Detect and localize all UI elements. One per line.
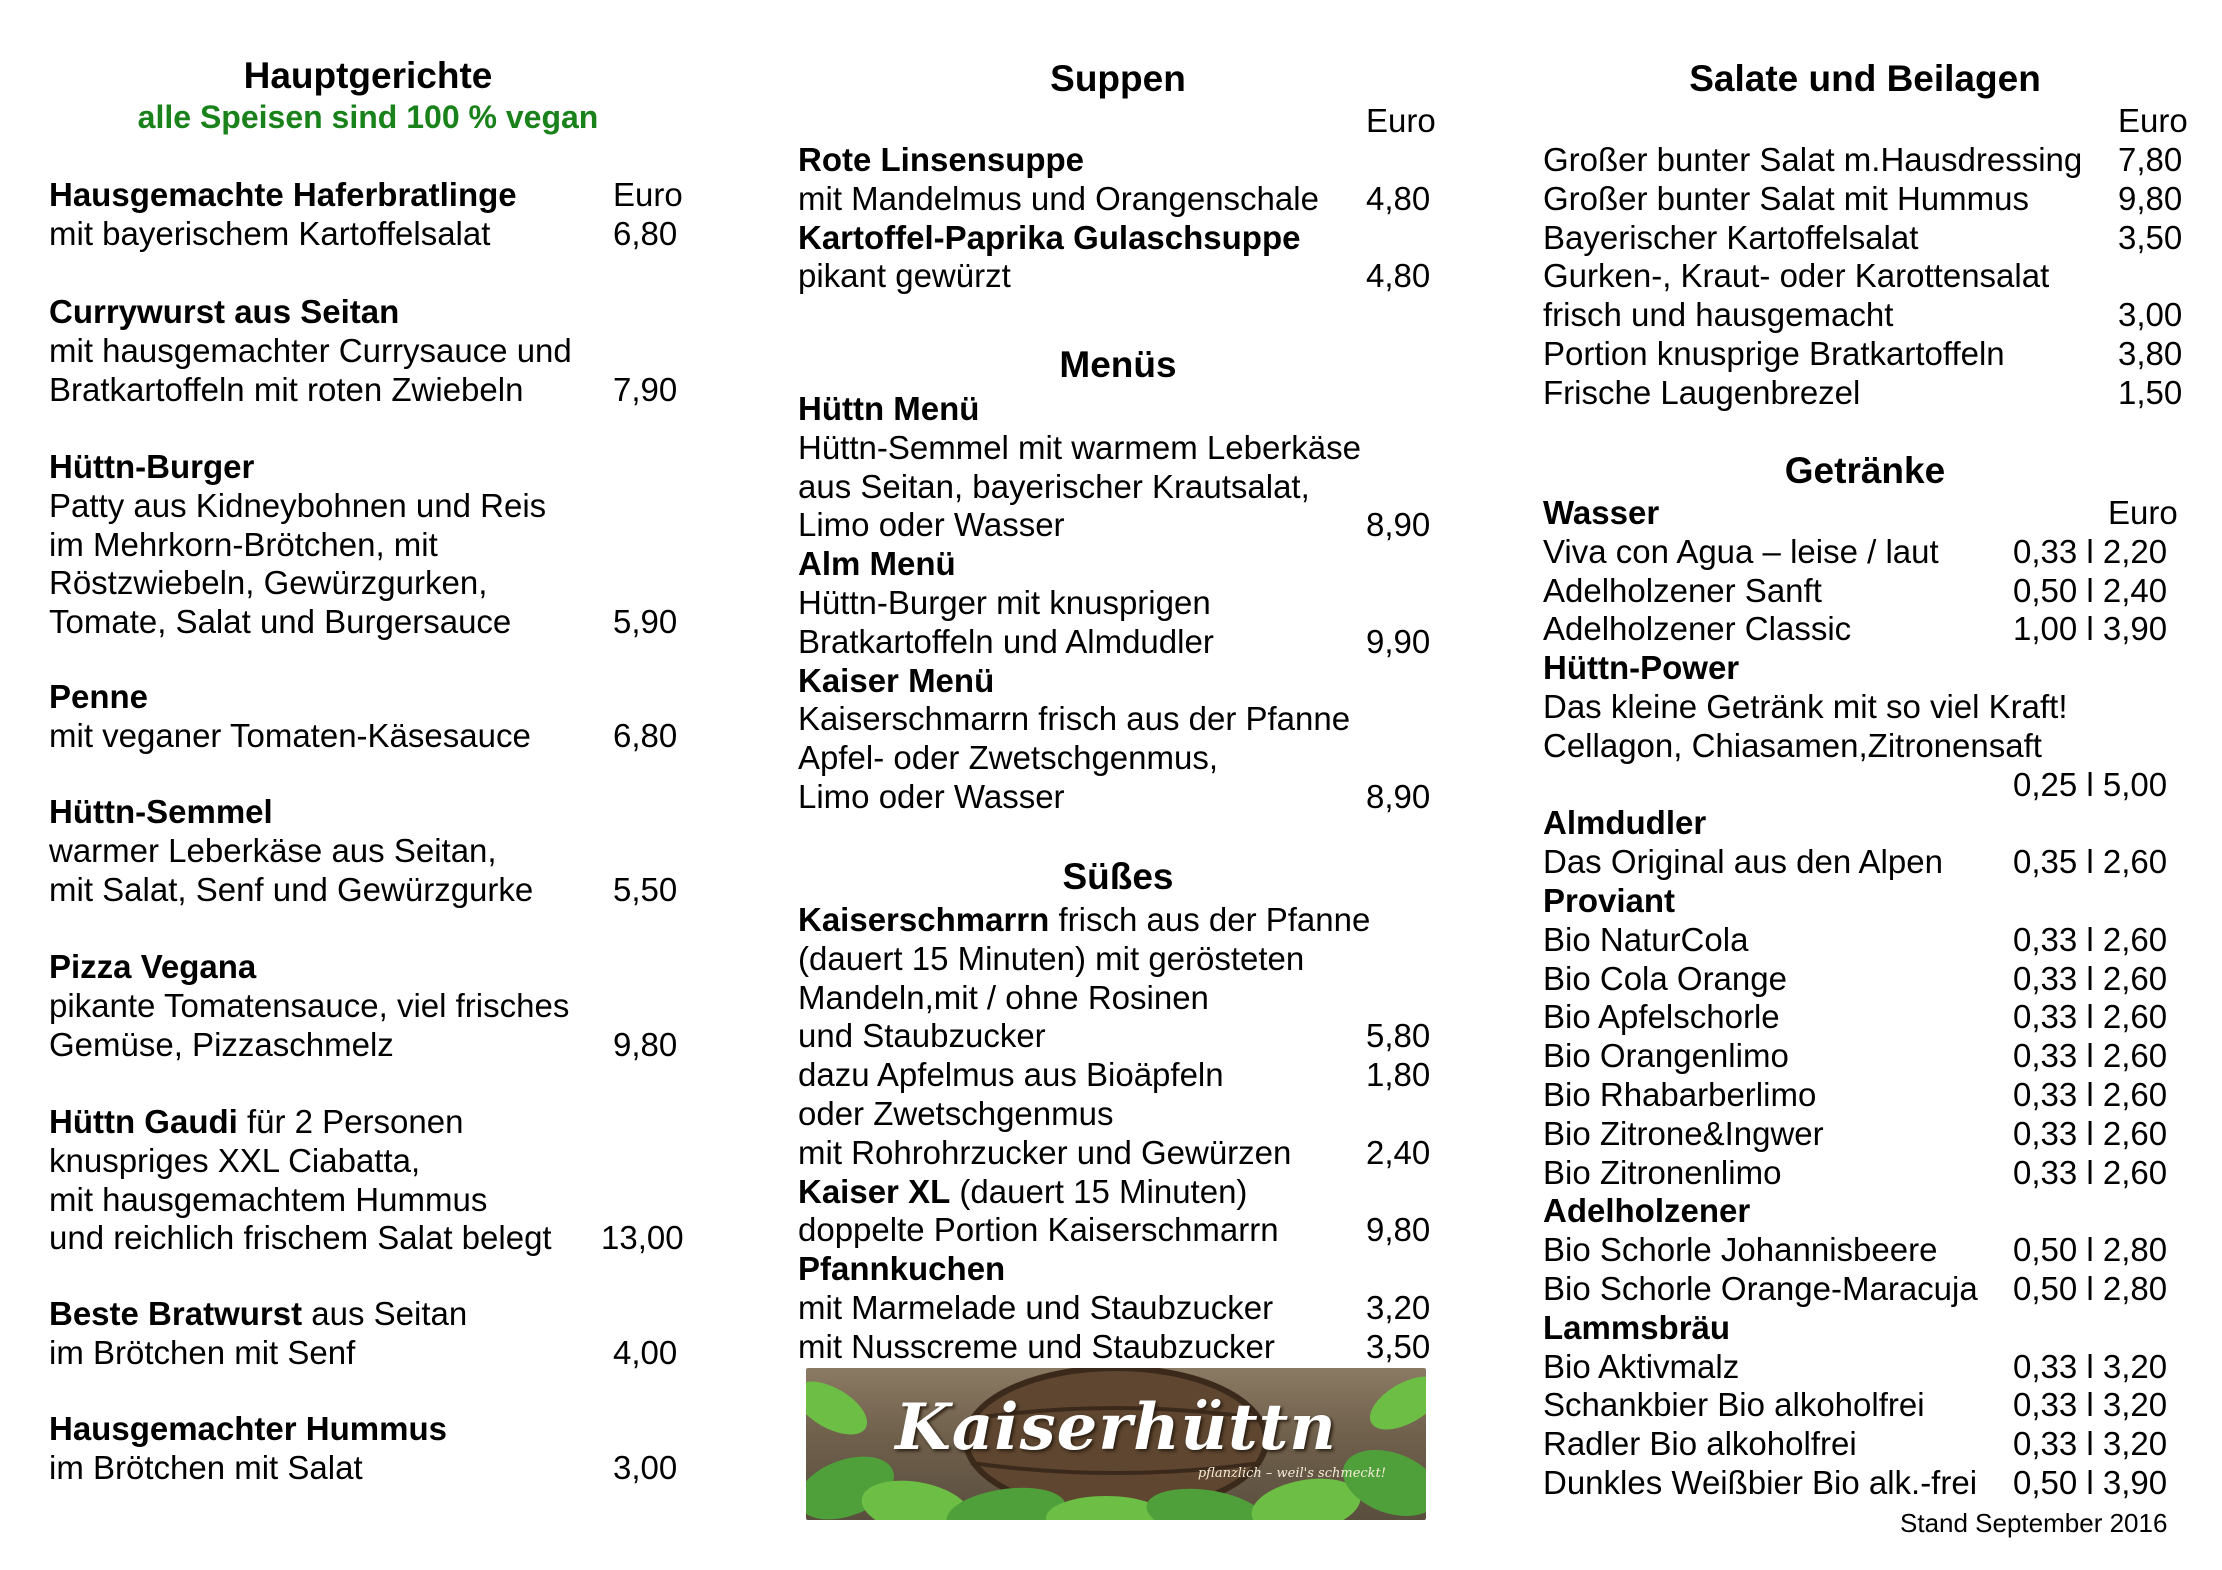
- dish-description: Gemüse, Pizzaschmelz: [49, 1025, 394, 1063]
- dish-description: mit bayerischem Kartoffelsalat: [49, 214, 491, 252]
- sweet-line: [798, 1017, 1046, 1055]
- section-title: Salate und Beilagen: [1689, 58, 2041, 99]
- drink-name: Bio Schorle Orange-Maracuja: [1543, 1270, 1978, 1307]
- drink-name: Das kleine Getränk mit so viel Kraft!: [1543, 688, 2068, 725]
- dish-price: 6,80: [613, 716, 678, 754]
- menu-item-name: [49, 178, 517, 211]
- section-subtitle: alle Speisen sind 100 % vegan: [137, 99, 599, 135]
- sweet-price: 9,80: [1366, 1211, 1431, 1249]
- drink-name: Bio Cola Orange: [1543, 959, 1787, 997]
- drink-name: Bio Rhabarberlimo: [1543, 1076, 1817, 1113]
- menu-price: 8,90: [1366, 778, 1431, 815]
- dish-price: 13,00: [601, 1219, 684, 1257]
- sweet-line: [798, 1172, 1248, 1210]
- side-dish-name: Portion knusprige Bratkartoffeln: [1543, 335, 2005, 372]
- dish-price: 6,80: [613, 214, 678, 252]
- menu-name: Alm Menü: [798, 545, 956, 583]
- menu-item-name: [49, 295, 399, 328]
- dish-name: Hüttn-Burger: [49, 448, 255, 485]
- dish-description: im Mehrkorn-Brötchen, mit: [49, 525, 438, 563]
- drink-price: 0,25 l 5,00: [2013, 765, 2168, 803]
- sweet-name: Kaiserschmarrn: [798, 901, 1050, 938]
- dish-name: Currywurst aus Seitan: [49, 293, 400, 330]
- section-title: Menüs: [1059, 344, 1177, 385]
- dish-description: mit hausgemachtem Hummus: [49, 1180, 488, 1218]
- dish-name: Pizza Vegana: [49, 948, 257, 985]
- side-dish-name: Bayerischer Kartoffelsalat: [1543, 218, 1919, 256]
- dish-description: Bratkartoffeln mit roten Zwiebeln: [49, 370, 524, 408]
- dish-description: im Brötchen mit Salat: [49, 1448, 363, 1486]
- sweet-text: mit Nusscreme und Staubzucker: [798, 1327, 1275, 1365]
- drink-group-title: Hüttn-Power: [1543, 649, 1740, 687]
- sweet-price: 1,80: [1366, 1056, 1431, 1094]
- sweet-line: [798, 1327, 1275, 1365]
- menu-description: Limo oder Wasser: [798, 778, 1065, 815]
- drink-price: 0,33 l 2,60: [2013, 998, 2168, 1036]
- drink-group-title: Adelholzener: [1543, 1192, 1751, 1230]
- side-dish-price: 7,80: [2118, 141, 2183, 178]
- menu-name: Kaiser Menü: [798, 661, 995, 699]
- sweet-line: [798, 1056, 1224, 1094]
- euro-label: Euro: [2108, 494, 2178, 531]
- section-title: Suppen: [1050, 58, 1186, 99]
- side-dish-name: Frische Laugenbrezel: [1543, 373, 1861, 411]
- dish-price: 4,80: [1366, 179, 1431, 217]
- drink-price: 0,33 l 3,20: [2013, 1347, 2168, 1385]
- menu-description: Bratkartoffeln und Almdudler: [798, 622, 1214, 660]
- dish-name: Rote Linsensuppe: [798, 141, 1085, 178]
- menu-description: Kaiserschmarrn frisch aus der Pfanne: [798, 700, 1351, 738]
- drink-price: 0,50 l 2,40: [2013, 571, 2168, 609]
- dish-description: pikante Tomatensauce, viel frisches: [49, 986, 570, 1024]
- drink-price: 0,50 l 2,80: [2013, 1270, 2168, 1307]
- menu-price: 9,90: [1366, 622, 1431, 660]
- drink-price: 0,33 l 2,20: [2013, 532, 2168, 570]
- dish-price: 4,80: [1366, 257, 1431, 295]
- menu-item-name: [49, 450, 254, 483]
- sweet-text: mit Rohrohrzucker und Gewürzen: [798, 1133, 1292, 1171]
- drink-group-title: Proviant: [1543, 882, 1676, 919]
- sweet-price: 3,20: [1366, 1289, 1431, 1326]
- drink-name: Bio Zitronenlimo: [1543, 1153, 1782, 1191]
- menu-price: 8,90: [1366, 506, 1431, 544]
- dish-description: Tomate, Salat und Burgersauce: [49, 603, 512, 641]
- menu-description: Hüttn-Semmel mit warmem Leberkäse: [798, 428, 1361, 466]
- dish-description: und reichlich frischem Salat belegt: [49, 1219, 552, 1257]
- menu-description: aus Seitan, bayerischer Krautsalat,: [798, 467, 1310, 505]
- logo-wordmark: Kaiserhüttn: [895, 1390, 1337, 1465]
- dish-description: mit hausgemachter Currysauce und: [49, 331, 572, 369]
- menu-description: Limo oder Wasser: [798, 506, 1065, 544]
- dish-description: Röstzwiebeln, Gewürzgurken,: [49, 564, 488, 602]
- dish-description: mit Salat, Senf und Gewürzgurke: [49, 870, 534, 908]
- side-dish-name: Gurken-, Kraut- oder Karottensalat: [1543, 257, 2050, 295]
- drink-price: 0,35 l 2,60: [2013, 843, 2168, 881]
- sweet-line: [798, 1250, 1006, 1288]
- menu-description: Hüttn-Burger mit knusprigen: [798, 584, 1211, 621]
- sweet-price: 5,80: [1366, 1017, 1431, 1055]
- drink-name: Bio Apfelschorle: [1543, 998, 1780, 1036]
- menu-name: Hüttn Menü: [798, 390, 980, 427]
- dish-description: warmer Leberkäse aus Seitan,: [49, 831, 497, 869]
- sweet-line: [798, 1097, 1113, 1130]
- side-dish-price: 9,80: [2118, 179, 2183, 217]
- drink-name: Viva con Agua – leise / laut: [1543, 532, 1939, 570]
- dish-price: 5,90: [613, 603, 678, 641]
- drink-price: 0,50 l 2,80: [2013, 1231, 2168, 1269]
- dish-name: Beste Bratwurst: [49, 1295, 303, 1332]
- sweet-line: [798, 939, 1305, 977]
- drink-price: 1,00 l 3,90: [2013, 610, 2168, 648]
- euro-label: Euro: [2118, 102, 2188, 139]
- menu-description: Apfel- oder Zwetschgenmus,: [798, 739, 1219, 777]
- menu-item-name: [49, 1297, 467, 1330]
- dish-price: 5,50: [613, 870, 678, 908]
- drink-price: 0,33 l 2,60: [2013, 1076, 2168, 1113]
- sweet-text: doppelte Portion Kaiserschmarrn: [798, 1211, 1279, 1249]
- euro-label: Euro: [1366, 102, 1436, 139]
- sweet-price: 3,50: [1366, 1327, 1431, 1365]
- drink-group-title: Almdudler: [1543, 804, 1707, 842]
- dish-description: pikant gewürzt: [798, 257, 1011, 295]
- dish-name: Hausgemachter Hummus: [49, 1410, 447, 1447]
- dish-name: Kartoffel-Paprika Gulaschsuppe: [798, 218, 1301, 256]
- drink-name: Bio NaturCola: [1543, 920, 1749, 958]
- sweet-line: [798, 1291, 1273, 1324]
- dish-name-suffix: für 2 Personen: [237, 1103, 464, 1140]
- drink-name: Schankbier Bio alkoholfrei: [1543, 1386, 1925, 1424]
- dish-description: knuspriges XXL Ciabatta,: [49, 1141, 421, 1179]
- sweet-text: oder Zwetschgenmus: [798, 1095, 1114, 1132]
- dish-price: 9,80: [613, 1025, 678, 1063]
- sweet-text: Mandeln,mit / ohne Rosinen: [798, 978, 1209, 1016]
- sweet-text: (dauert 15 Minuten): [950, 1172, 1248, 1210]
- drink-name: Bio Zitrone&Ingwer: [1543, 1114, 1824, 1152]
- sweet-text: mit Marmelade und Staubzucker: [798, 1289, 1274, 1326]
- kaiserhuettn-logo: [806, 1368, 1426, 1520]
- dish-name-suffix: aus Seitan: [302, 1295, 468, 1332]
- drink-name: Adelholzener Sanft: [1543, 571, 1822, 609]
- section-title: Getränke: [1784, 450, 1946, 491]
- side-dish-price: 3,80: [2118, 335, 2183, 372]
- dish-description: im Brötchen mit Senf: [49, 1333, 356, 1371]
- drink-name: Cellagon, Chiasamen,Zitronensaft: [1543, 726, 2042, 764]
- sweet-text: und Staubzucker: [798, 1017, 1046, 1055]
- dish-price: 4,00: [613, 1333, 678, 1371]
- menu-item-name: [49, 1412, 447, 1445]
- logo-tagline: pflanzlich – weil's schmeckt!: [1197, 1466, 1386, 1481]
- side-dish-price: 3,50: [2118, 218, 2183, 256]
- dish-price: 7,90: [613, 370, 678, 408]
- side-dish-price: 3,00: [2118, 296, 2183, 334]
- dish-name: Hausgemachte Haferbratlinge: [49, 176, 517, 213]
- drink-name: Das Original aus den Alpen: [1543, 843, 1943, 881]
- drink-price: 0,33 l 2,60: [2013, 1037, 2168, 1075]
- menu-item-name: [49, 680, 148, 713]
- side-dish-price: 1,50: [2118, 373, 2183, 411]
- sweet-text: dazu Apfelmus aus Bioäpfeln: [798, 1056, 1224, 1094]
- sweet-price: 2,40: [1366, 1133, 1431, 1171]
- side-dish-name: frisch und hausgemacht: [1543, 296, 1894, 334]
- drink-price: 0,33 l 2,60: [2013, 920, 2168, 958]
- menu-item-name: [49, 795, 273, 828]
- side-dish-name: Großer bunter Salat mit Hummus: [1543, 179, 2029, 217]
- drink-price: 0,33 l 3,20: [2013, 1425, 2168, 1463]
- sweet-text: frisch aus der Pfanne: [1049, 901, 1371, 938]
- drink-price: 0,33 l 2,60: [2013, 1153, 2168, 1191]
- sweet-text: (dauert 15 Minuten) mit gerösteten: [798, 939, 1305, 977]
- drink-name: Radler Bio alkoholfrei: [1543, 1425, 1857, 1463]
- menu-item-name: [49, 950, 256, 983]
- sweet-line: [798, 1211, 1279, 1249]
- sweet-line: [798, 903, 1370, 936]
- dish-description: mit Mandelmus und Orangenschale: [798, 179, 1319, 217]
- drink-group-title: Lammsbräu: [1543, 1308, 1731, 1346]
- drink-price: 0,33 l 2,60: [2013, 959, 2168, 997]
- drink-name: Bio Aktivmalz: [1543, 1347, 1740, 1385]
- stand-date: Stand September 2016: [1900, 1508, 2168, 1538]
- section-title: Süßes: [1062, 856, 1174, 897]
- drink-name: Bio Orangenlimo: [1543, 1037, 1789, 1075]
- euro-label: Euro: [613, 176, 683, 213]
- dish-price: 3,00: [613, 1448, 678, 1486]
- dish-description: mit veganer Tomaten-Käsesauce: [49, 716, 531, 754]
- drink-price: 0,50 l 3,90: [2013, 1464, 2168, 1501]
- sweet-line: [798, 978, 1209, 1016]
- side-dish-name: Großer bunter Salat m.Hausdressing: [1543, 141, 2083, 178]
- drink-name: Adelholzener Classic: [1543, 610, 1852, 648]
- menu-item-name: [49, 1105, 463, 1138]
- drink-price: 0,33 l 3,20: [2013, 1386, 2168, 1424]
- dish-name: Hüttn-Semmel: [49, 793, 273, 830]
- dish-name: Penne: [49, 678, 149, 715]
- dish-description: Patty aus Kidneybohnen und Reis: [49, 486, 547, 524]
- drink-name: Dunkles Weißbier Bio alk.-frei: [1543, 1464, 1978, 1501]
- sweet-line: [798, 1133, 1292, 1171]
- sweet-name: Kaiser XL: [798, 1172, 951, 1210]
- drink-group-title: Wasser: [1543, 494, 1660, 531]
- section-title: Hauptgerichte: [243, 55, 493, 96]
- sweet-name: Pfannkuchen: [798, 1250, 1006, 1288]
- dish-name: Hüttn Gaudi: [49, 1103, 238, 1140]
- drink-name: Bio Schorle Johannisbeere: [1543, 1231, 1938, 1269]
- drink-price: 0,33 l 2,60: [2013, 1114, 2168, 1152]
